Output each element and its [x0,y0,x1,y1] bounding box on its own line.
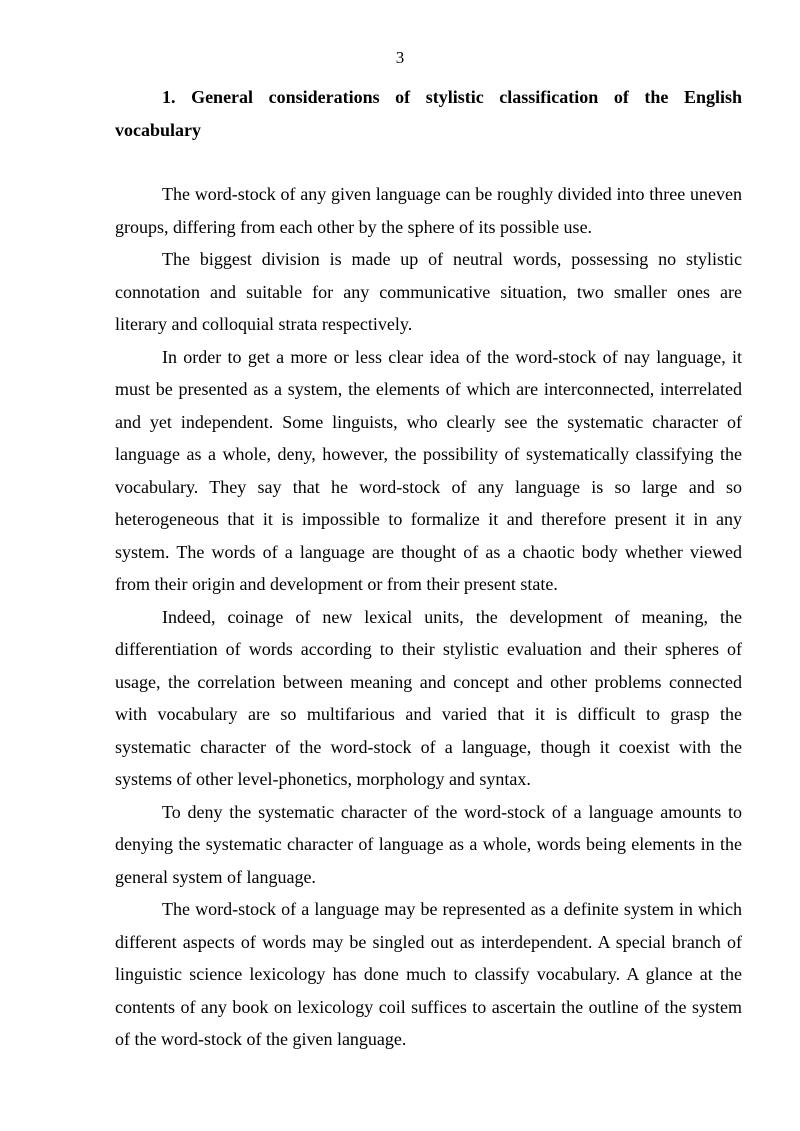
paragraph-4: Indeed, coinage of new lexical units, the development of meaning, the differentiation of words according to their stylistic evaluation and their spheres of usage, the correlation between meaning and concept and other problems connected with vocabulary are so multifarious and varied that it is difficult to grasp the systematic character of the word-stock of a language, though it coexist with the systems of other level-phonetics, morphology and syntax. [115,606,742,789]
page-number: 3 [395,48,405,67]
paragraph-5: To deny the systematic character of the word-stock of a language amounts to denying the systematic character of language as a whole, words being elements in the general system of language. [115,801,742,887]
page-content [115,81,742,1056]
paragraph-6: The word-stock of a language may be represented as a definite system in which different aspects of words may be singled out as interdependent. A special branch of linguistic science lexicology has done much to classify vocabulary. A glance at the contents of any book on lexicology coil suffices to ascertain the outline of the system of the word-stock of the given language. [115,899,742,1049]
section-heading: 1. General considerations of stylistic classification of the English vocabulary [115,87,742,140]
paragraph-3: In order to get a more or less clear idea of the word-stock of nay language, it must be presented as a system, the elements of which are interconnected, interrelated and yet independent. Some linguists, who clearly see the systematic character of language as a whole, deny, however, the possibility of systematically classifying the vocabulary. They say that he word-stock of any language is so large and so heterogeneous that it is impossible to formalize it and therefore present it in any system. The words of a language are thought of as a chaotic body whether viewed from their origin and development or from their present state. [115,346,742,594]
paragraph-2: The biggest division is made up of neutral words, possessing no stylistic connotation and suitable for any communicative situation, two smaller ones are literary and colloquial strata respectively. [115,249,742,334]
paragraph-1: The word-stock of any given language can be roughly divided into three uneven groups, differing from each other by the sphere of its possible use. [115,184,742,237]
